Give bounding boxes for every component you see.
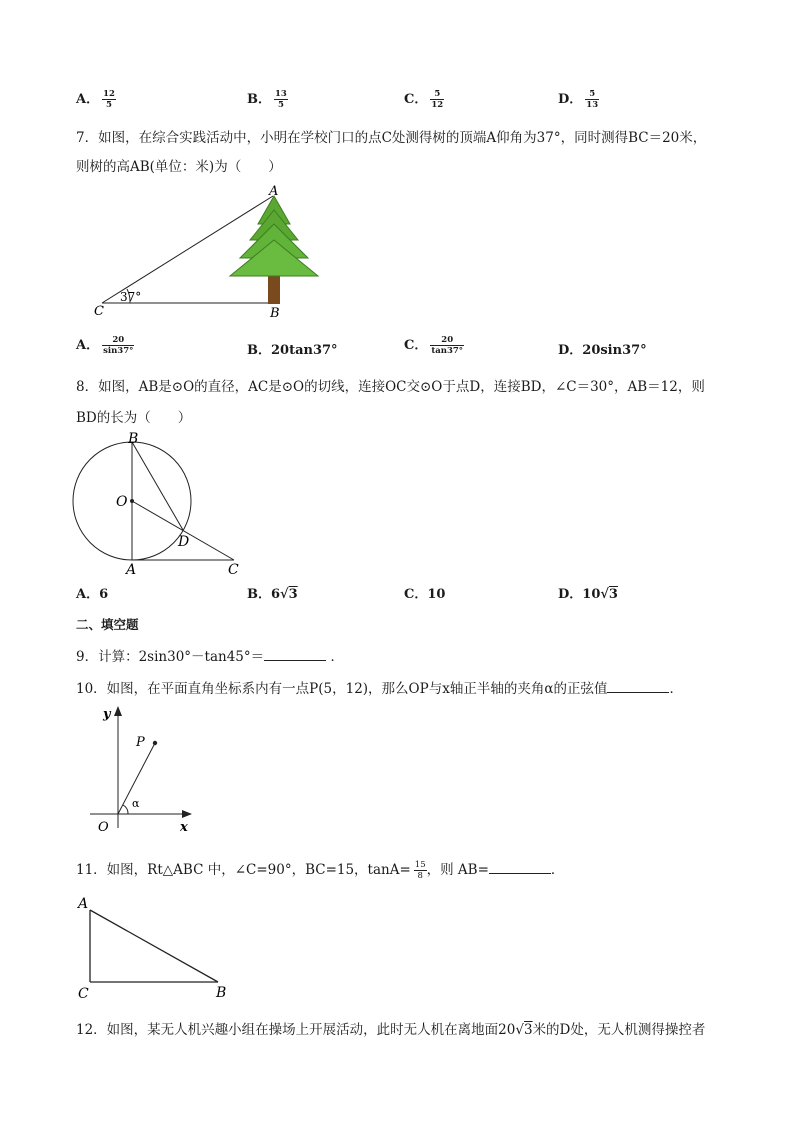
q7-option-b: B．20tan37° <box>247 343 338 358</box>
q10-label-p: P <box>136 735 145 750</box>
q8-option-a: A．6 <box>76 587 109 602</box>
q10-label-o: O <box>98 820 109 835</box>
q8-label-b: B <box>128 431 139 447</box>
q8-text-line2: BD的长为（ ） <box>76 410 192 426</box>
section-fill-in-title: 二、填空题 <box>76 617 139 632</box>
tree-foliage <box>230 196 318 276</box>
q10-label-alpha: α <box>132 797 140 810</box>
q9-answer-blank[interactable] <box>264 648 326 661</box>
q6-option-c: C． $\frac{5}{12}$ <box>404 89 444 110</box>
q8-label-a: A <box>126 562 137 578</box>
q11-answer-blank[interactable] <box>489 861 551 874</box>
q8-text-line1: 8．如图，AB是⊙O的直径，AC是⊙O的切线，连接OC交⊙O于点D，连接BD，∠C＝30°，AB＝12，则 <box>76 379 705 395</box>
q7-label-a: A <box>269 184 279 199</box>
q6-option-d: D． $\frac{5}{13}$ <box>558 89 599 110</box>
q7-label-b: B <box>270 306 280 321</box>
q11-label-b: B <box>216 985 227 1001</box>
q11-label-c: C <box>78 986 89 1002</box>
q11-label-a: A <box>78 896 89 912</box>
q8-label-o: O <box>116 494 128 510</box>
q8-option-d: D．10√3 <box>558 587 618 602</box>
q7-text-line2: 则树的高AB(单位：米)为（ ） <box>76 159 282 175</box>
q7-option-a: A． $\frac{20}{\sin 37^\circ}$ <box>76 335 134 356</box>
q10-text: 10．如图，在平面直角坐标系内有一点P(5，12)，那么OP与x轴正半轴的夹角α的正弦值 ． <box>76 681 683 697</box>
q7-text-line1: 7．如图，在综合实践活动中，小明在学校门口的点C处测得树的顶端A仰角为37°，同时测得BC＝20米， <box>76 130 707 146</box>
q10-answer-blank[interactable] <box>607 680 669 693</box>
q9-text: 9．计算：2sin30°－tan45°＝ ． <box>76 649 344 665</box>
q7-angle-label: 37° <box>120 290 142 304</box>
q6-option-b: B． $\frac{13}{5}$ <box>247 89 287 110</box>
q7-tree-figure <box>90 182 340 322</box>
q10-label-x: x <box>180 820 188 835</box>
q10-coordinate-figure <box>88 700 203 838</box>
q8-option-c: C．10 <box>404 587 446 602</box>
q11-triangle-figure <box>74 892 244 1004</box>
q12-text: 12．如图，某无人机兴趣小组在操场上开展活动，此时无人机在离地面20√3米的D处，无人机测得操控者 <box>76 1022 706 1038</box>
q8-circle-figure <box>70 428 260 578</box>
q6-option-a: A． $\frac{12}{5}$ <box>76 89 115 110</box>
q8-option-b: B．6√3 <box>247 587 298 602</box>
q11-text: 11．如图，Rt△ABC 中，∠C=90°，BC=15，tanA= $\frac{15}{8}$ ，则 AB= ． <box>76 860 565 881</box>
q7-label-c: C <box>94 304 104 319</box>
q7-option-d: D．20sin37° <box>558 343 647 358</box>
q10-label-y: y <box>103 707 111 722</box>
q7-option-c: C． $\frac{20}{\tan 37^\circ}$ <box>404 335 464 356</box>
q8-label-c: C <box>228 562 239 578</box>
q8-label-d: D <box>178 534 190 550</box>
